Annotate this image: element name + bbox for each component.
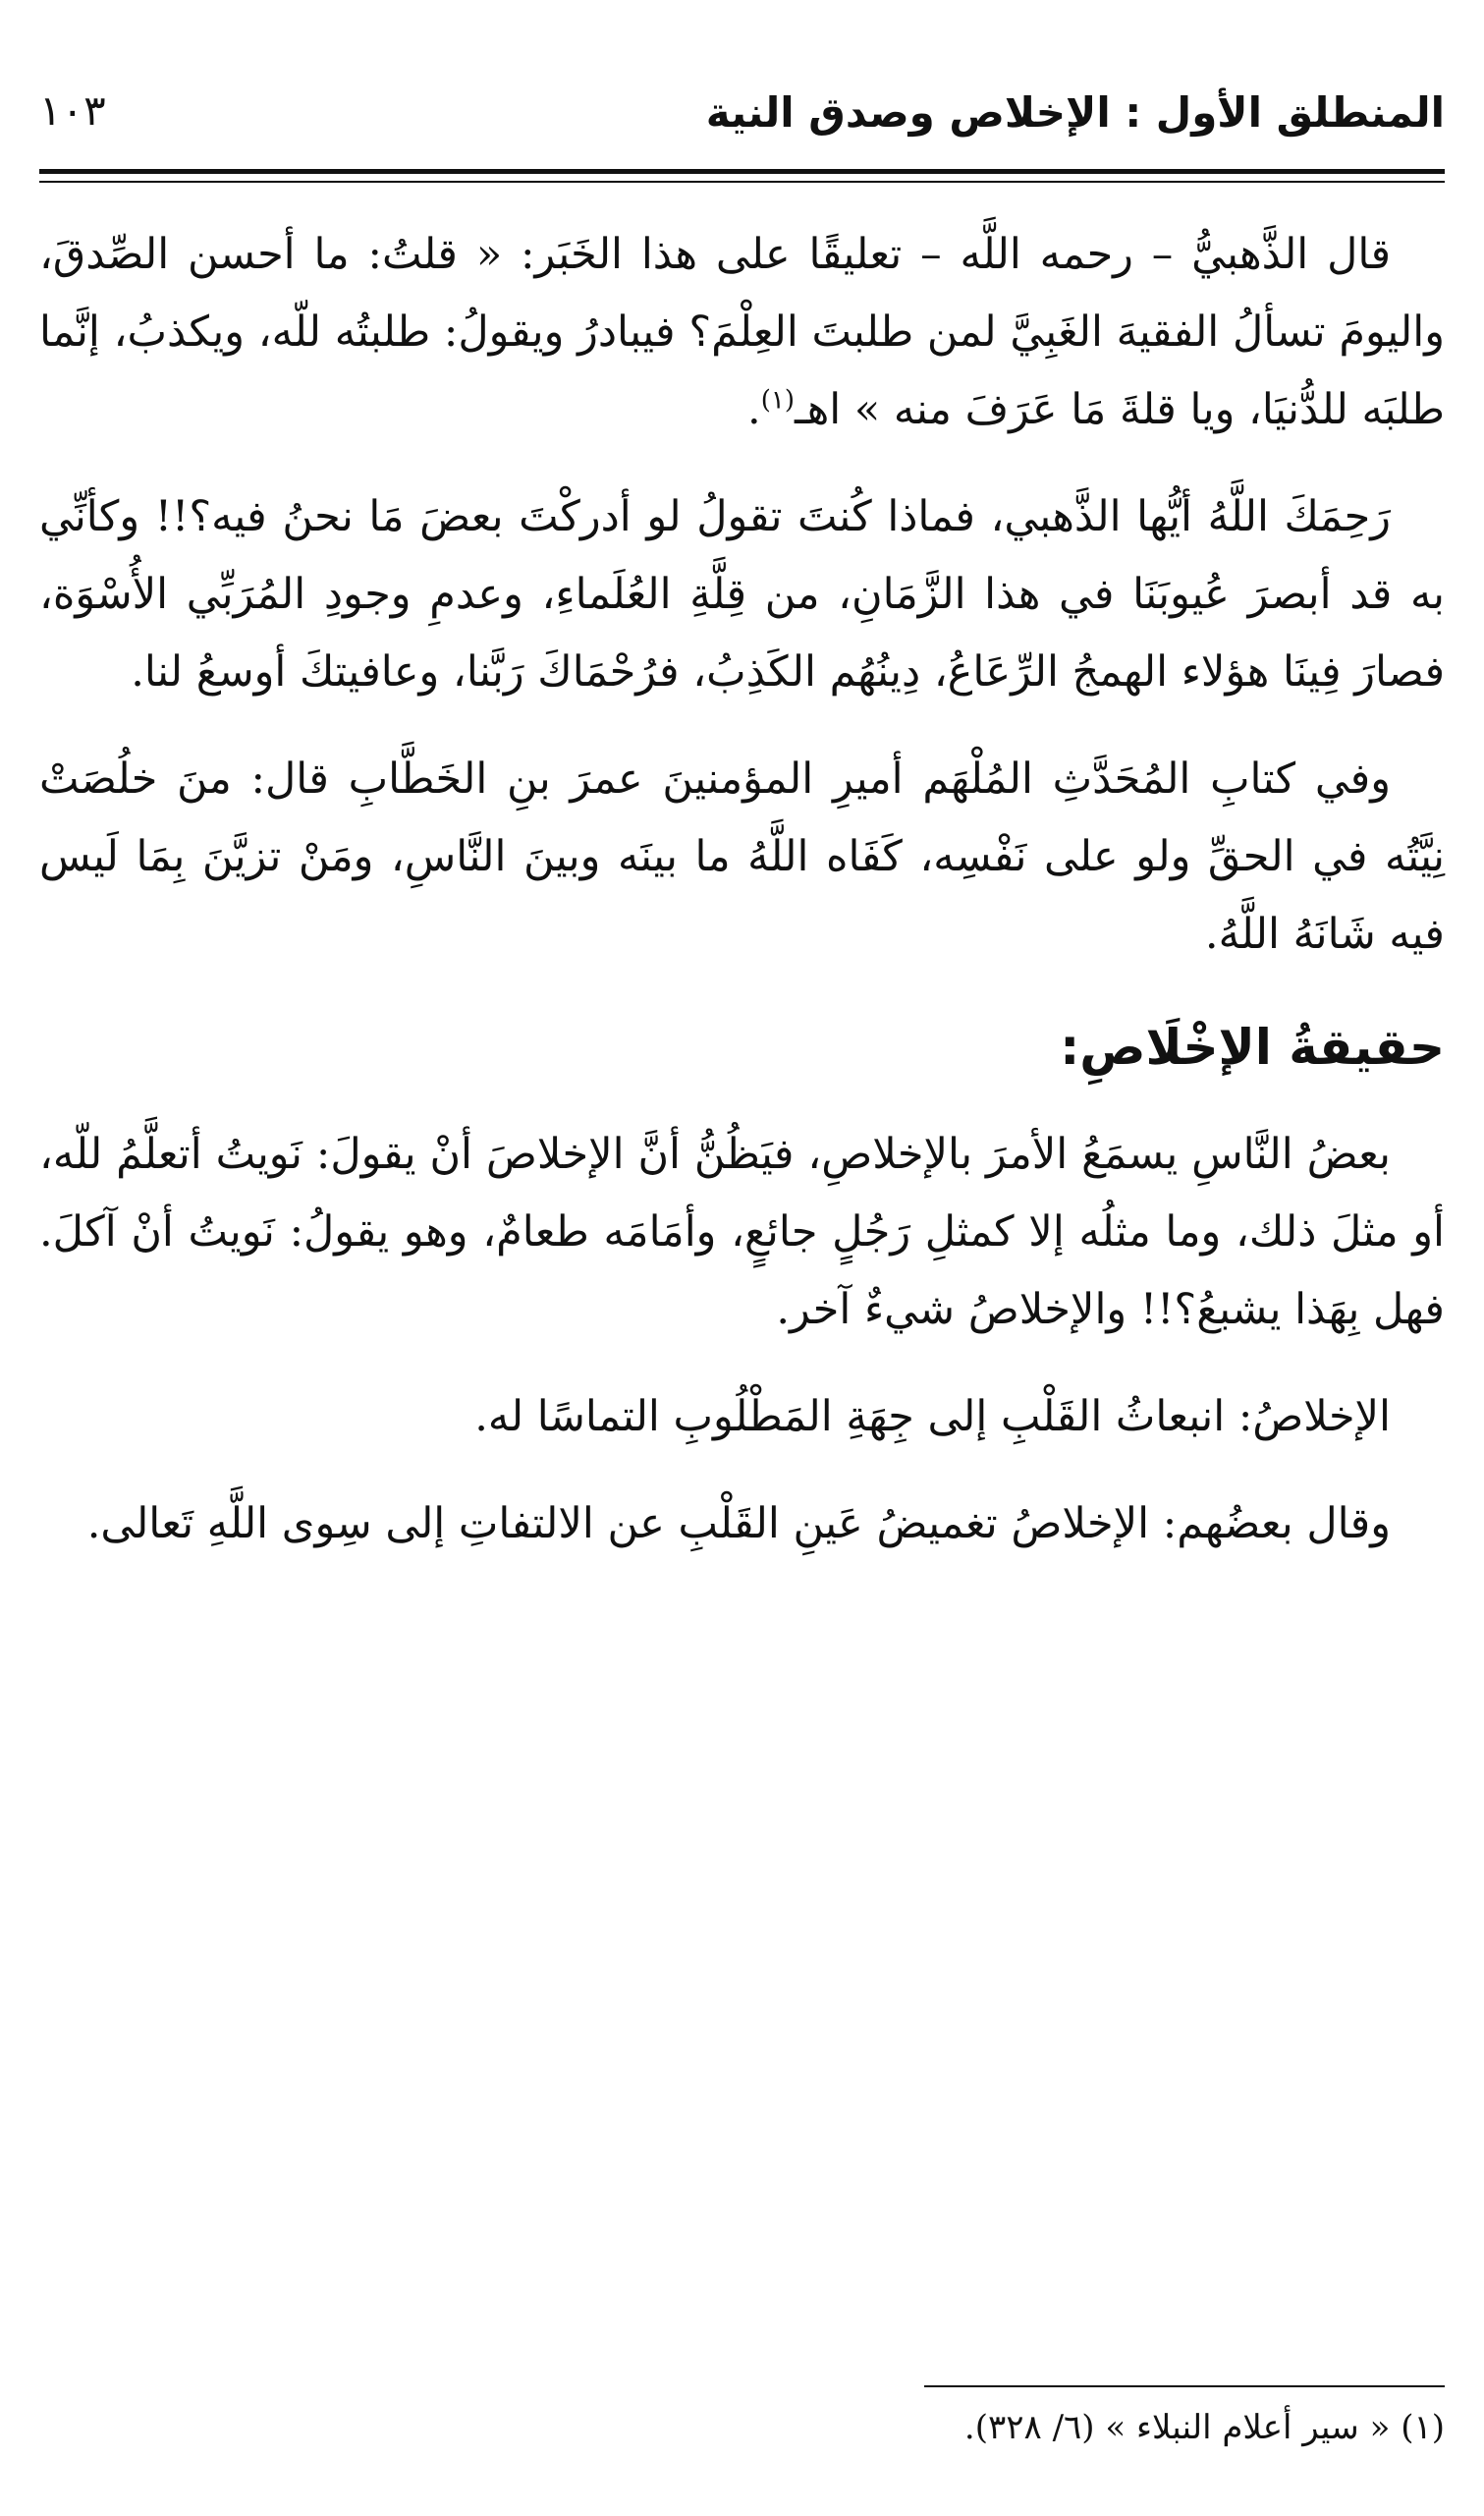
header-rule-thick xyxy=(39,169,1445,174)
paragraph-5: الإخلاصُ: انبعاثُ القَلْبِ إلى جِهَةِ المَطْلُوبِ التماسًا له. xyxy=(474,1392,1391,1441)
paragraph-1-text: قال الذَّهبيُّ – رحمه اللَّه – تعليقًا على هذا الخَبَر: « قلتُ: ما أحسن الصِّدقَ، واليومَ تسألُ الفقيهَ الغَبِيَّ لمن طلبتَ العِلْمَ؟ فيبادرُ ويقولُ: طلبتُه للّه، ويكذبُ، إنَّما طلبَه للدُّنيَا، ويا قلةَ مَا عَرَفَ منه » اهـ xyxy=(39,230,1445,434)
footnote-rule xyxy=(924,2385,1445,2387)
paragraph-2: رَحِمَكَ اللَّهُ أيُّها الذَّهبي، فماذا كُنتَ تقولُ لو أدركْتَ بعضَ مَا نحنُ فيه؟!! وكأنِّي به قد أبصرَ عُيوبَنَا في هذا الزَّمَانِ، من قِلَّةِ العُلَماءِ، وعدمِ وجودِ المُرَبِّي الأُسْوَة، فصارَ فِينَا هؤلاء الهمجُ الرِّعَاعُ، دِينُهُم الكَذِبُ، فرُحْمَاكَ رَبَّنا، وعافيتكَ أوسعُ لنا. xyxy=(39,492,1445,697)
header-rule-thin xyxy=(39,181,1445,183)
paragraph-1: قال الذَّهبيُّ – رحمه اللَّه – تعليقًا على هذا الخَبَر: « قلتُ: ما أحسن الصِّدقَ، واليومَ تسألُ الفقيهَ الغَبِيَّ لمن طلبتَ العِلْمَ؟ فيبادرُ ويقولُ: طلبتُه للّه، ويكذبُ، إنَّما طلبَه للدُّنيَا، ويا قلةَ مَا عَرَفَ منه » اهـ$^{(١)}$. xyxy=(39,230,1445,434)
paragraph-4: بعضُ النَّاسِ يسمَعُ الأمرَ بالإخلاصِ، فيَظُنُّ أنَّ الإخلاصَ أنْ يقولَ: نَويتُ أتعلَّمُ للّه، أو مثلَ ذلك، وما مثلُه إلا كمثلِ رَجُلٍ جائعٍ، وأمَامَه طعامٌ، وهو يقولُ: نَويتُ أنْ آكلَ. فهل بِهَذا يشبعُ؟!! والإخلاصُ شيءٌ آخر. xyxy=(39,1130,1445,1334)
paragraph-6: وقال بعضُهم: الإخلاصُ تغميضُ عَينِ القَلْبِ عن الالتفاتِ إلى سِوى اللَّهِ تَعالى. xyxy=(86,1499,1391,1548)
main-text xyxy=(39,216,1445,1593)
section-heading: حقيقةُ الإخْلَاصِ: xyxy=(1060,1019,1445,1076)
footnote-marker: (١) xyxy=(1401,2408,1445,2447)
page-number: ١٠٣ xyxy=(39,86,106,135)
footnote-reference: (١) xyxy=(760,385,795,416)
footnote-text: « سير أعلام النبلاء » (٦/ ٣٢٨). xyxy=(963,2408,1391,2447)
footnote xyxy=(39,2403,1445,2452)
page-header xyxy=(39,79,1445,157)
paragraph-3: وفي كتابِ المُحَدَّثِ المُلْهَم أميرِ المؤمنينَ عمرَ بنِ الخَطَّابِ قال: منَ خلُصَتْ نِيَّتُه في الحقِّ ولو على نَفْسِه، كَفَاه اللَّهُ ما بينَه وبينَ النَّاسِ، ومَنْ تزيَّنَ بِمَا لَيس فيه شَانَهُ اللَّهُ. xyxy=(39,755,1445,959)
running-title: المنطلق الأول : الإخلاص وصدق النية xyxy=(705,88,1445,137)
